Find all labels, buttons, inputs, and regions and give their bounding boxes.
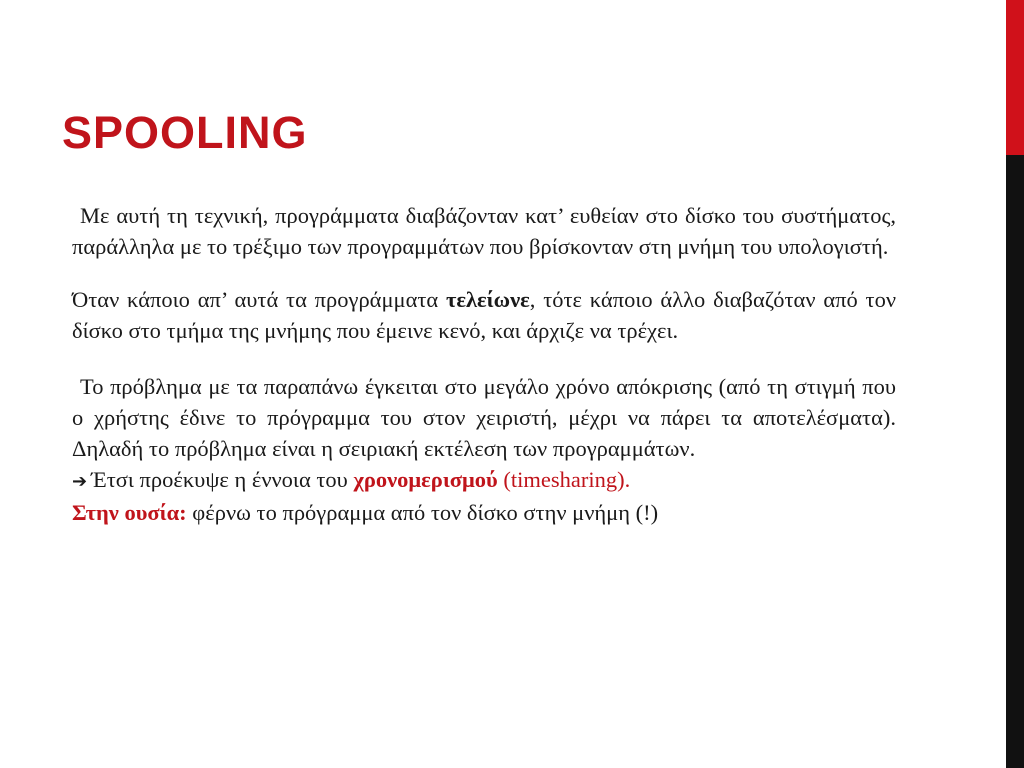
paragraph-spooling-intro: Με αυτή τη τεχνική, προγράμματα διαβάζονταν κατ’ ευθείαν στο δίσκο του συστήματος, παράλληλα με το τρέξιμο των προγραμμάτων που βρίσκονταν στη μνήμη του υπολογιστή.: [72, 203, 896, 259]
summary-line: [72, 497, 896, 528]
slide-body: [72, 200, 896, 528]
side-accent-bar-red: [1006, 0, 1024, 155]
summary-label: Στην ουσία:: [72, 500, 187, 525]
timesharing-term: χρονομερισμού: [353, 467, 498, 492]
timesharing-english: (timesharing).: [497, 467, 631, 492]
paragraph-problem: Το πρόβλημα με τα παραπάνω έγκειται στο μεγάλο χρόνο απόκρισης (από τη στιγμή που ο χρήστης έδινε το πρόγραμμα του στον χειριστή, μέχρι να πάρει τα αποτελέσματα). Δηλαδή το πρόβλημα είναι η σειριακή εκτέλεση των προγραμμάτων.: [72, 374, 896, 461]
slide-title: SPOOLING: [62, 107, 308, 158]
paragraph-text: Όταν κάποιο απ’ αυτά τα προγράμματα: [72, 287, 447, 312]
paragraph-text: , τότε κάποιο άλλο διαβαζόταν από τον δίσκο στο τμήμα της μνήμης που έμεινε κενό, και άρχιζε να τρέχει.: [72, 287, 896, 343]
summary-text: φέρνω το πρόγραμμα από τον δίσκο στην μνήμη (!): [186, 500, 659, 525]
arrow-right-icon: ➔: [72, 471, 88, 492]
emphasis-text: τελείωνε: [446, 287, 530, 312]
timesharing-line: [72, 464, 896, 497]
paragraph-program-finish: [72, 284, 896, 346]
timesharing-text: Έτσι προέκυψε η έννοια του: [91, 467, 354, 492]
side-accent-bar-black: [1006, 155, 1024, 768]
